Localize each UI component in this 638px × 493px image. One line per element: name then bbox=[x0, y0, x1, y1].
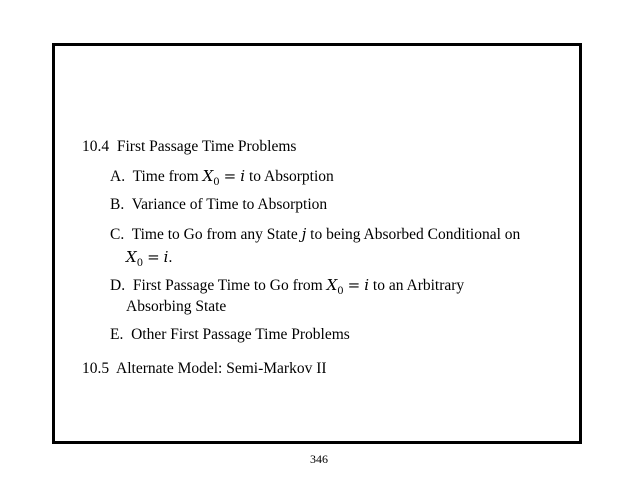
item-text: First Passage Time to Go from bbox=[132, 277, 323, 294]
math-rhs: i bbox=[364, 276, 370, 294]
item-text: to an Arbitrary bbox=[372, 277, 465, 294]
section-number: 10.4 bbox=[82, 138, 110, 155]
math-expression bbox=[202, 167, 246, 188]
math-sub: 0 bbox=[213, 177, 220, 188]
item-d bbox=[110, 276, 464, 297]
section-title: First Passage Time Problems bbox=[116, 138, 297, 155]
item-letter: E. bbox=[110, 326, 124, 343]
math-var: X bbox=[126, 248, 137, 266]
item-letter: D. bbox=[110, 277, 126, 294]
item-d-continuation bbox=[126, 298, 226, 316]
math-sub: 0 bbox=[136, 258, 144, 269]
item-e bbox=[110, 326, 350, 344]
item-c bbox=[110, 225, 520, 244]
section-10-4-heading bbox=[82, 138, 296, 156]
section-title: Alternate Model: Semi-Markov II bbox=[116, 360, 327, 377]
item-text: Other First Passage Time Problems bbox=[131, 326, 350, 343]
math-expression bbox=[126, 248, 169, 269]
math-eq: = bbox=[347, 276, 361, 294]
page-number: 346 bbox=[310, 452, 328, 466]
item-text: . bbox=[168, 249, 173, 266]
item-text: Time to Go from any State bbox=[131, 226, 298, 243]
math-eq: = bbox=[147, 248, 160, 266]
item-text: Time from bbox=[132, 168, 199, 185]
item-a bbox=[110, 167, 334, 188]
math-rhs: i bbox=[240, 167, 246, 185]
item-c-continuation bbox=[126, 248, 172, 269]
math-var: X bbox=[202, 167, 214, 185]
item-b bbox=[110, 196, 327, 214]
item-text: to Absorption bbox=[248, 168, 334, 185]
math-sub: 0 bbox=[337, 286, 344, 297]
math-rhs: i bbox=[163, 248, 169, 266]
math-eq: = bbox=[223, 167, 237, 185]
item-text: to being Absorbed Conditional on bbox=[310, 226, 521, 243]
section-number: 10.5 bbox=[82, 360, 110, 377]
item-letter: C. bbox=[110, 226, 125, 243]
item-text: Absorbing State bbox=[126, 298, 227, 315]
section-10-5-heading bbox=[82, 360, 327, 378]
item-text: Variance of Time to Absorption bbox=[131, 196, 328, 213]
math-var: j bbox=[301, 225, 307, 243]
item-letter: B. bbox=[110, 196, 125, 213]
item-letter: A. bbox=[110, 168, 126, 185]
math-expression bbox=[326, 276, 370, 297]
math-var: X bbox=[326, 276, 338, 294]
